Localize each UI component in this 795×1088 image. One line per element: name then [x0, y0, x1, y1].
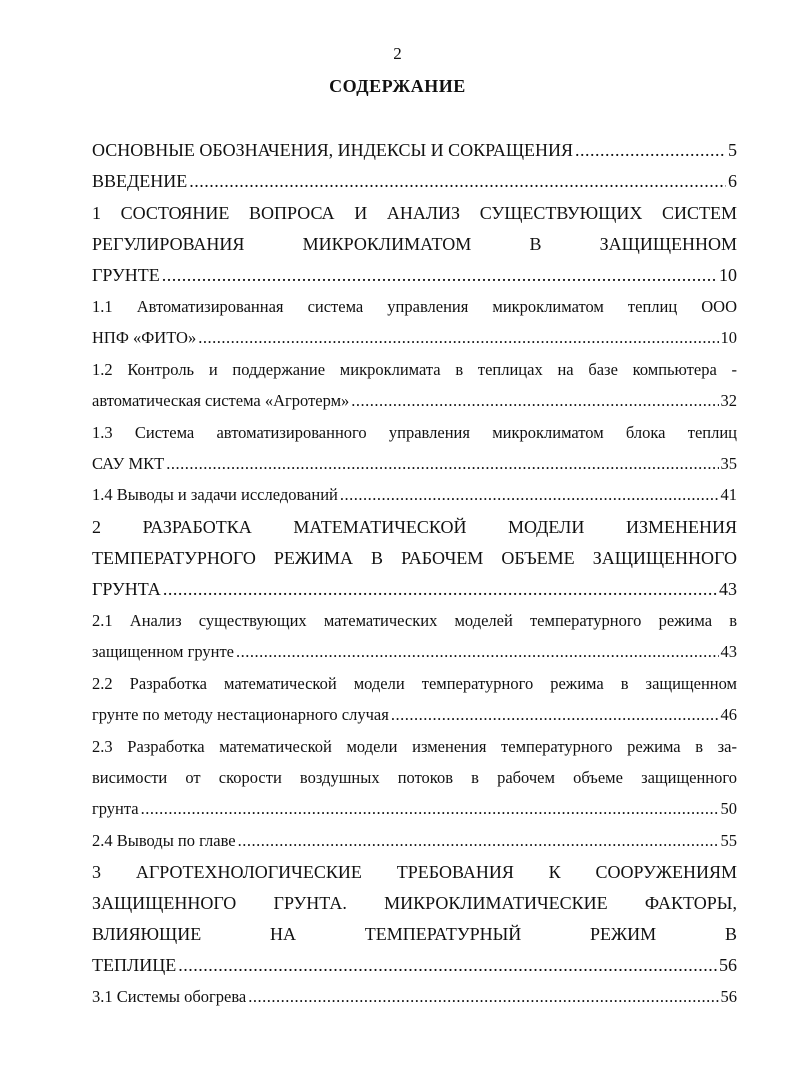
toc-entry[interactable]: 2.2 Разработка математической модели температурного режима в защищенном — [92, 674, 737, 693]
page-title: СОДЕРЖАНИЕ — [329, 76, 466, 96]
toc-chapter-heading[interactable]: 3 АГРОТЕХНОЛОГИЧЕСКИЕ ТРЕБОВАНИЯ К СООРУЖЕНИЯМ — [92, 862, 737, 882]
toc-entry-page: 5 — [728, 140, 737, 160]
page-number: 2 — [393, 44, 402, 63]
toc-entry[interactable] — [92, 984, 737, 1010]
toc-entry[interactable] — [92, 168, 737, 194]
toc-entry[interactable] — [92, 702, 737, 728]
toc-entry[interactable] — [92, 828, 737, 854]
toc-entry-page: 35 — [720, 454, 737, 473]
toc-entry[interactable]: 1.2 Контроль и поддержание микроклимата в теплицах на базе компьютера - — [92, 360, 737, 379]
toc-entry-title: автоматическая система «Агротерм» — [92, 391, 350, 410]
toc-entry-title: ГРУНТА — [92, 579, 161, 599]
toc-entry-title: НПФ «ФИТО» — [92, 328, 197, 347]
toc-entry-page: 6 — [728, 171, 737, 191]
toc-entry[interactable] — [92, 325, 737, 351]
toc-chapter-heading[interactable]: РЕГУЛИРОВАНИЯ МИКРОКЛИМАТОМ В ЗАЩИЩЕННОМ — [92, 234, 737, 254]
toc-entry[interactable] — [92, 482, 737, 508]
toc-entry-page: 41 — [720, 485, 737, 504]
toc-chapter-heading[interactable]: ВЛИЯЮЩИЕ НА ТЕМПЕРАТУРНЫЙ РЕЖИМ В — [92, 924, 737, 944]
toc-entry-page: 55 — [720, 831, 737, 850]
toc-entry-title: грунте по методу нестационарного случая — [92, 705, 389, 724]
toc-entry-page: 56 — [720, 987, 737, 1006]
toc-entry[interactable]: 1.1 Автоматизированная система управления микроклиматом теплиц ООО — [92, 297, 737, 316]
toc-entry-page: 43 — [720, 642, 737, 661]
toc-entry-page: 50 — [720, 799, 737, 818]
toc-entry[interactable] — [92, 262, 737, 288]
toc-entry-page: 10 — [720, 328, 737, 347]
toc-chapter-heading[interactable]: ЗАЩИЩЕННОГО ГРУНТА. МИКРОКЛИМАТИЧЕСКИЕ ФАКТОРЫ, — [92, 893, 737, 913]
toc-entry[interactable]: 1.3 Система автоматизированного управления микроклиматом блока теплиц — [92, 423, 737, 442]
toc-entry-title: САУ МКТ — [92, 454, 165, 473]
toc-entry-title: 1.4 Выводы и задачи исследований — [92, 485, 338, 504]
toc-entry[interactable] — [92, 451, 737, 477]
toc-entry-title: ВВЕДЕНИЕ — [92, 171, 188, 191]
toc-entry[interactable] — [92, 796, 737, 822]
toc-entry-page: 32 — [720, 391, 737, 410]
toc-entry-title: ОСНОВНЫЕ ОБОЗНАЧЕНИЯ, ИНДЕКСЫ И СОКРАЩЕНИЯ — [92, 140, 574, 160]
toc-entry-title: 2.4 Выводы по главе — [92, 831, 236, 850]
toc-entry[interactable] — [92, 952, 737, 978]
toc-chapter-heading[interactable]: 2 РАЗРАБОТКА МАТЕМАТИЧЕСКОЙ МОДЕЛИ ИЗМЕНЕНИЯ — [92, 517, 737, 537]
toc-entry[interactable] — [92, 388, 737, 414]
toc-entry-title: ТЕПЛИЦЕ — [92, 955, 177, 975]
toc-entry-title: ГРУНТЕ — [92, 265, 160, 285]
toc-chapter-heading[interactable]: ТЕМПЕРАТУРНОГО РЕЖИМА В РАБОЧЕМ ОБЪЕМЕ ЗАЩИЩЕННОГО — [92, 548, 737, 568]
toc-entry-title: 3.1 Системы обогрева — [92, 987, 247, 1006]
toc-entry[interactable]: 2.1 Анализ существующих математических моделей температурного режима в — [92, 611, 737, 630]
toc-entry-page: 46 — [720, 705, 737, 724]
toc-entry-title: грунта — [92, 799, 139, 818]
toc-entry-title: защищенном грунте — [92, 642, 234, 661]
toc-chapter-heading[interactable]: 1 СОСТОЯНИЕ ВОПРОСА И АНАЛИЗ СУЩЕСТВУЮЩИХ СИСТЕМ — [92, 203, 737, 223]
toc-entry[interactable]: висимости от скорости воздушных потоков в рабочем объеме защищенного — [92, 768, 737, 787]
toc-entry-page: 10 — [719, 265, 737, 285]
toc-entry[interactable]: 2.3 Разработка математической модели изменения температурного режима в за- — [92, 737, 737, 756]
toc-entry[interactable] — [92, 639, 737, 665]
toc-entry-page: 56 — [719, 955, 737, 975]
toc-entry-page: 43 — [719, 579, 737, 599]
toc-entry[interactable] — [92, 137, 737, 163]
toc-entry[interactable] — [92, 576, 737, 602]
